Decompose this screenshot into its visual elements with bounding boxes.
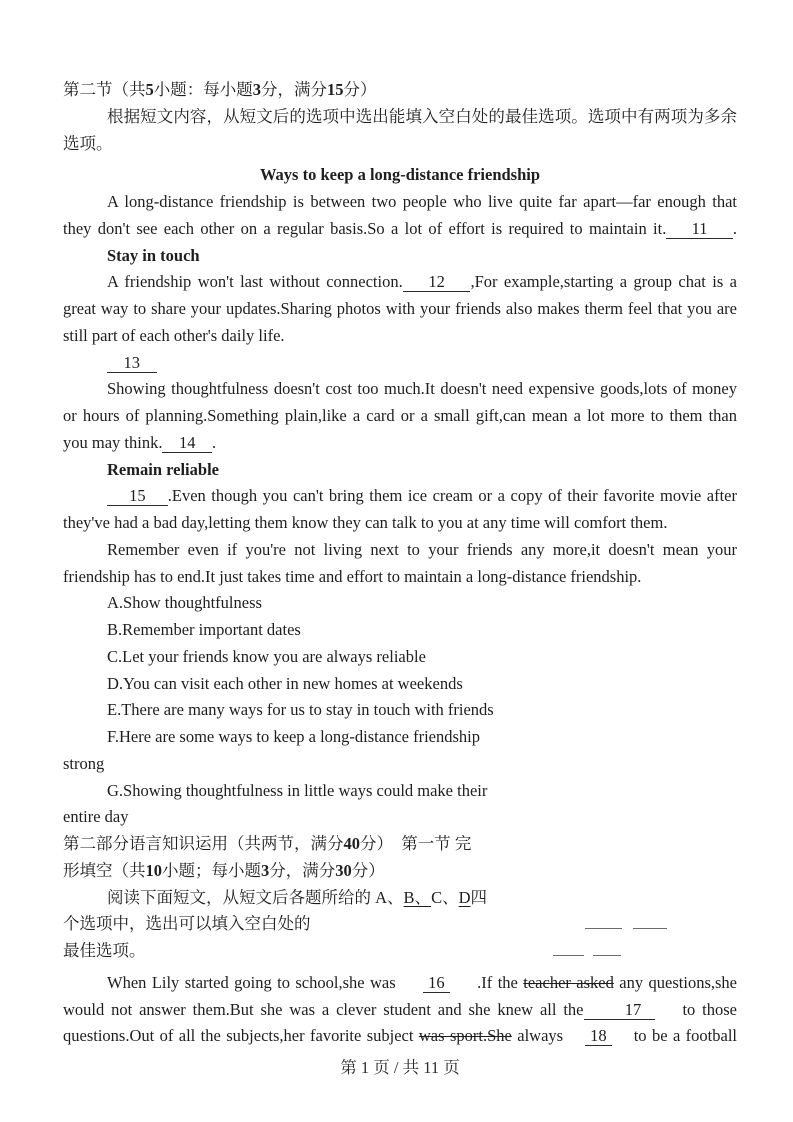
heading-text: 形填空（共: [63, 860, 146, 880]
blank-16: 16: [422, 972, 451, 992]
body-text: .If the: [450, 972, 524, 992]
paragraph3-line-3: [63, 430, 737, 457]
paragraph2-line-1: [63, 269, 737, 296]
heading-text: 分）: [343, 80, 377, 99]
body-text: any questions,she: [613, 972, 737, 992]
section2-heading: [63, 77, 737, 104]
stray-blank-mark-4: [593, 955, 621, 956]
body-text: to be a football: [612, 1026, 737, 1046]
cloze-instruction-line-1: [63, 885, 737, 912]
score-number: 3: [252, 80, 261, 99]
cloze-instruction-line-2: 个选项中，选出可以填入空白处的: [63, 914, 311, 934]
subheading-stay-in-touch: Stay in touch: [107, 245, 200, 265]
struck-text: teacher asked: [523, 972, 614, 992]
blank-11: 11: [666, 218, 733, 238]
body-text: always: [511, 1026, 585, 1046]
score-number: 40: [343, 834, 360, 853]
stray-blank-mark-1: [585, 928, 622, 929]
cloze-passage-line-3: [63, 1023, 737, 1050]
body-text: ,For example,starting a group chat is a: [470, 272, 738, 292]
option-e: E.There are many ways for us to stay in touch with friends: [107, 700, 494, 720]
score-number: 5: [145, 80, 154, 99]
subheading-remain-reliable: Remain reliable: [107, 459, 219, 479]
passage-title: Ways to keep a long-distance friendship: [259, 165, 541, 185]
section2-instruction-line-2: 选项。: [63, 133, 113, 153]
blank-13-line: [63, 350, 737, 377]
blank-13: 13: [107, 352, 157, 372]
option-c: C.Let your friends know you are always reliable: [107, 646, 426, 666]
option-b: B.Remember important dates: [107, 620, 301, 639]
option-g-line-1: G.Showing thoughtfulness in little ways could make their: [107, 780, 488, 800]
body-text: A friendship won't last without connection.: [107, 272, 403, 292]
paragraph5-line-2: friendship has to end.It just takes time and effort to maintain a long-distance friendship.: [63, 566, 642, 586]
heading-text: 分，满分: [269, 860, 336, 880]
paragraph4-line-1: [63, 483, 737, 510]
option-g-line-2: entire day: [63, 807, 129, 827]
paragraph1-line-2: [63, 216, 737, 243]
score-number: 15: [327, 80, 344, 99]
score-number: 30: [335, 860, 352, 880]
heading-text: 分）: [351, 860, 385, 880]
underlined-letter-d: D: [458, 887, 471, 907]
heading-text: 分，满分: [261, 80, 327, 99]
paragraph2-line-3: still part of each other's daily life.: [63, 325, 285, 345]
stray-blank-mark-2: [633, 928, 667, 929]
page-number-footer: 第 1 页 / 共 11 页: [340, 1058, 460, 1077]
instruction-text: 阅读下面短文，从短文后各题所给的 A、: [107, 887, 404, 907]
body-text: you may think.: [63, 432, 163, 452]
heading-text: 分） 第一节 完: [360, 834, 472, 853]
option-a: A.Show thoughtfulness: [107, 593, 262, 613]
paragraph3-line-1: Showing thoughtfulness doesn't cost too much.It doesn't need expensive goods,lots of money: [107, 379, 737, 399]
section2-instruction-line-1: 根据短文内容，从短文后的选项中选出能填入空白处的最佳选项。选项中有两项为多余: [107, 106, 737, 126]
underlined-letter-b: B、: [403, 887, 432, 907]
paragraph1-line-1: A long-distance friendship is between two people who live quite far apart—far enough that: [107, 192, 737, 211]
blank-12: 12: [402, 272, 471, 292]
struck-text: was sport.She: [418, 1026, 512, 1046]
part2-heading-line-2: [63, 858, 737, 885]
instruction-text: C、: [431, 887, 459, 907]
instruction-text: 四: [470, 887, 487, 907]
cloze-instruction-line-3: 最佳选项。: [63, 941, 146, 960]
blank-18: 18: [584, 1026, 613, 1046]
score-number: 10: [145, 860, 162, 880]
body-text: .Even though you can't bring them ice cream or a copy of their favorite movie after: [167, 486, 738, 506]
paragraph5-line-1: Remember even if you're not living next to your friends any more,it doesn't mean your: [107, 539, 737, 559]
body-text: they don't see each other on a regular basis.So a lot of effort is required to maintain it.: [63, 218, 667, 238]
body-text: questions.Out of all the subjects,her favorite subject: [63, 1026, 419, 1046]
blank-17: 17: [583, 999, 655, 1019]
heading-text: 第二部分语言知识运用（共两节，满分: [63, 834, 344, 853]
body-text: would not answer them.But she was a clever student and she knew all the: [63, 999, 584, 1019]
part2-heading-line-1: [63, 831, 737, 858]
paragraph3-line-2: or hours of planning.Something plain,like a card or a small gift,can mean a lot more to them than: [63, 406, 737, 425]
heading-text: 第二节（共: [63, 80, 146, 99]
blank-15: 15: [107, 486, 168, 506]
option-f-line-1: F.Here are some ways to keep a long-distance friendship: [107, 727, 481, 746]
cloze-passage-line-2: [63, 997, 737, 1024]
paragraph4-line-2: they've had a bad day,letting them know they can talk to you at any time will comfort them.: [63, 513, 668, 532]
body-text: .: [211, 432, 217, 452]
body-text: to those: [654, 999, 738, 1019]
score-number: 3: [261, 860, 270, 880]
option-d: D.You can visit each other in new homes at weekends: [107, 673, 463, 693]
heading-text: 小题；每小题: [162, 860, 261, 880]
body-text: When Lily started going to school,she was: [107, 972, 423, 992]
paragraph2-line-2: great way to share your updates.Sharing photos with your friends also makes therm feel that you are: [63, 299, 737, 318]
option-f-line-2: strong: [63, 753, 105, 773]
body-text: .: [732, 218, 738, 238]
stray-blank-mark-3: [553, 955, 584, 956]
blank-14: 14: [162, 432, 212, 452]
cloze-passage-line-1: [63, 970, 737, 997]
heading-text: 小题：每小题: [153, 80, 253, 99]
